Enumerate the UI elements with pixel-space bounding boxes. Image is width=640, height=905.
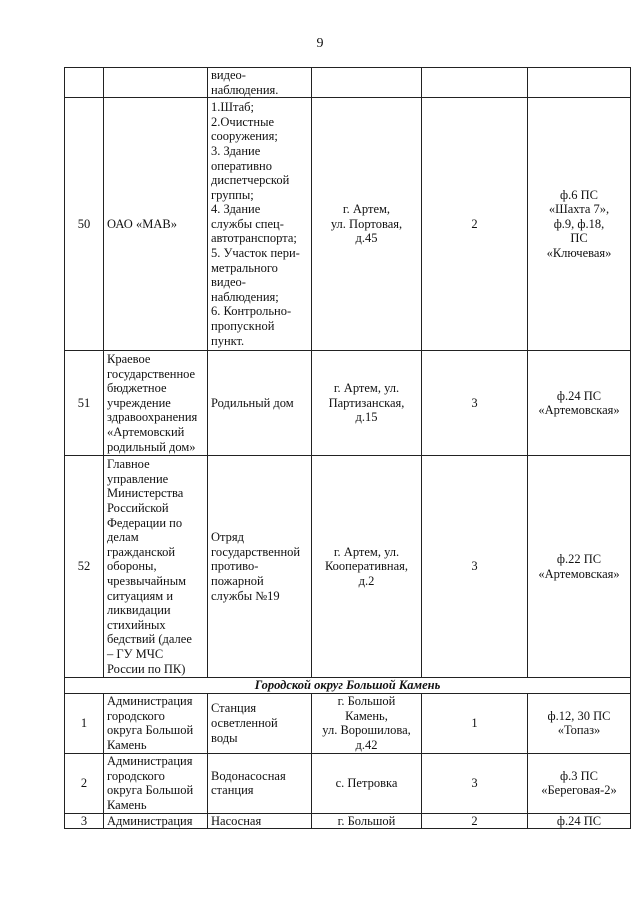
category-cell: 2 [422, 813, 528, 829]
section-row [65, 678, 631, 694]
object-cell: Насосная [208, 813, 312, 829]
category-cell: 3 [422, 753, 528, 813]
row-number: 3 [65, 813, 104, 829]
feeder-cell: ф.22 ПС «Артемовская» [528, 456, 631, 678]
object-cell: Станция осветленной воды [208, 693, 312, 753]
table-row [65, 753, 631, 813]
page-number: 9 [316, 36, 324, 51]
address-cell: г. Большой [312, 813, 422, 829]
feeder-cell: ф.12, 30 ПС «Топаз» [528, 693, 631, 753]
organization-cell: Администрация городского округа Большой Камень [104, 693, 208, 753]
object-cell: 1.Штаб; 2.Очистные сооружения; 3. Здание оперативно диспетчерской группы; 4. Здание службы спец- автотранспорта; 5. Участок пери- метрального видео- наблюдения; 6. Контрольно- пропускной пункт. [208, 98, 312, 351]
section-title: Городской округ Большой Камень [65, 678, 631, 694]
category-cell: 1 [422, 693, 528, 753]
object-cell: Отряд государственной противо- пожарной службы №19 [208, 456, 312, 678]
object-cell: Родильный дом [208, 351, 312, 456]
organization-cell: Главное управление Министерства Российской Федерации по делам гражданской обороны, чрезвычайным ситуациям и ликвидации стихийных бедствий (далее – ГУ МЧС России по ПК) [104, 456, 208, 678]
table-row [65, 68, 631, 98]
objects-table [64, 67, 631, 829]
organization-cell [104, 68, 208, 98]
object-cell: видео- наблюдения. [208, 68, 312, 98]
address-cell: г. Артем, ул. Портовая, д.45 [312, 98, 422, 351]
address-cell: г. Большой Камень, ул. Ворошилова, д.42 [312, 693, 422, 753]
address-cell: с. Петровка [312, 753, 422, 813]
category-cell [422, 68, 528, 98]
category-cell: 2 [422, 98, 528, 351]
table-row [65, 456, 631, 678]
category-cell: 3 [422, 456, 528, 678]
feeder-cell [528, 68, 631, 98]
row-number: 50 [65, 98, 104, 351]
table-row [65, 693, 631, 753]
address-cell: г. Артем, ул. Партизанская, д.15 [312, 351, 422, 456]
category-cell: 3 [422, 351, 528, 456]
organization-cell: ОАО «МАВ» [104, 98, 208, 351]
table-row [65, 98, 631, 351]
row-number: 2 [65, 753, 104, 813]
row-number: 51 [65, 351, 104, 456]
address-cell: г. Артем, ул. Кооперативная, д.2 [312, 456, 422, 678]
organization-cell: Администрация [104, 813, 208, 829]
address-cell [312, 68, 422, 98]
object-cell: Водонасосная станция [208, 753, 312, 813]
table-row [65, 351, 631, 456]
row-number [65, 68, 104, 98]
feeder-cell: ф.24 ПС [528, 813, 631, 829]
row-number: 1 [65, 693, 104, 753]
feeder-cell: ф.24 ПС «Артемовская» [528, 351, 631, 456]
table-row [65, 813, 631, 829]
feeder-cell: ф.6 ПС «Шахта 7», ф.9, ф.18, ПС «Ключевая» [528, 98, 631, 351]
organization-cell: Краевое государственное бюджетное учреждение здравоохранения «Артемовский родильный дом» [104, 351, 208, 456]
feeder-cell: ф.3 ПС «Береговая-2» [528, 753, 631, 813]
row-number: 52 [65, 456, 104, 678]
organization-cell: Администрация городского округа Большой Камень [104, 753, 208, 813]
